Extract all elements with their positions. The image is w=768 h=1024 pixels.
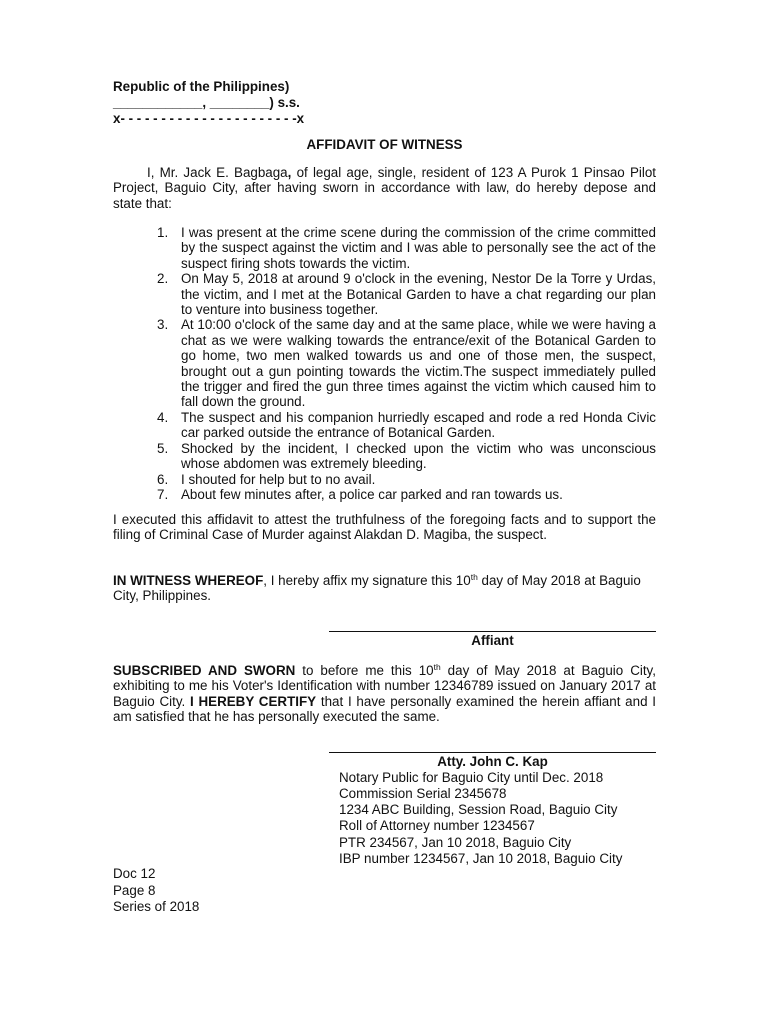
item-number: 5. xyxy=(157,440,169,456)
certify-lead: I HEREBY CERTIFY xyxy=(190,693,317,709)
item-text: The suspect and his companion hurriedly escaped and rode a red Honda Civic car parked outside the entrance of Botanical Garden. xyxy=(181,409,656,441)
notary-detail-line: PTR 234567, Jan 10 2018, Baguio City xyxy=(339,835,572,850)
notary-signature-line xyxy=(329,752,656,753)
docket-series: Series of 2018 xyxy=(113,899,200,914)
header-divider: x- - - - - - - - - - - - - - - - - - - - - -x xyxy=(113,111,305,126)
jurat-text: to before me this 10 xyxy=(295,663,434,678)
notary-detail-line: IBP number 1234567, Jan 10 2018, Baguio City xyxy=(339,851,623,866)
item-number: 1. xyxy=(157,225,169,240)
item-number: 6. xyxy=(157,471,169,487)
item-number: 2. xyxy=(157,271,169,287)
list-item xyxy=(157,317,656,409)
item-text: At 10:00 o'clock of the same day and at the same place, while we were having a chat as we were walking towards the entrance/exit of the Botanical Garden to go home, two men walked towards us and one of those men, the suspect, brought out a gun pointing towards the victim.The suspect immediately pulled the trigger and fired the gun three times against the victim which caused him to fall down the ground. xyxy=(181,317,656,410)
item-number: 7. xyxy=(157,486,169,502)
item-text: I shouted for help but to no avail. xyxy=(181,471,376,487)
execution-paragraph: I executed this affidavit to attest the truthfulness of the foregoing facts and to support the filing of Criminal Case of Murder against Alakdan D. Magiba, the suspect. xyxy=(113,512,656,543)
docket-page: Page 8 xyxy=(113,883,156,898)
affiant-name: I, Mr. Jack E. Bagbaga xyxy=(147,165,288,180)
list-item xyxy=(157,441,656,472)
item-text: About few minutes after, a police car parked and ran towards us. xyxy=(181,486,563,502)
ordinal-suffix: th xyxy=(470,572,478,582)
jurat-text-end: that I have personally examined the herein affiant and I am satisfied that he has personally executed the same. xyxy=(113,693,656,725)
ordinal-suffix: th xyxy=(433,662,441,672)
notary-detail-line: Notary Public for Baguio City until Dec. 2018 xyxy=(339,770,604,785)
docket-doc: Doc 12 xyxy=(113,866,156,881)
jurat-paragraph xyxy=(113,663,656,725)
item-number: 4. xyxy=(157,409,169,425)
intro-paragraph xyxy=(113,165,656,211)
list-item xyxy=(157,271,656,317)
jurat-lead: SUBSCRIBED AND SWORN xyxy=(113,663,296,678)
affiant-label: Affiant xyxy=(471,633,514,648)
notary-detail-line: 1234 ABC Building, Session Road, Baguio City xyxy=(339,802,618,817)
list-item xyxy=(157,225,656,271)
document-title: AFFIDAVIT OF WITNESS xyxy=(306,137,463,152)
witness-text-end: day of May 2018 at Baguio City, Philippines. xyxy=(113,573,641,604)
notary-detail-line: Commission Serial 2345678 xyxy=(339,786,507,801)
witness-lead: IN WITNESS WHEREOF xyxy=(113,573,264,588)
intro-comma: , xyxy=(287,165,292,180)
republic-line: Republic of the Philippines) xyxy=(113,79,290,94)
venue-line: ____________, ________) s.s. xyxy=(113,95,300,110)
affiant-signature-line xyxy=(329,631,656,632)
witness-text: , I hereby affix my signature this 10 xyxy=(263,573,471,588)
intro-text: of legal age, single, resident of 123 A Purok 1 Pinsao Pilot Project, Baguio City, after having sworn in accordance with law, do hereby depose and state that: xyxy=(113,165,656,211)
jurat-text-mid: day of May 2018 at Baguio City, exhibiting to me his Voter's Identification with number 12346789 issued on January 2017 at Baguio City. xyxy=(113,663,656,709)
list-item xyxy=(157,410,656,441)
witness-paragraph xyxy=(113,573,656,604)
notary-detail-line: Roll of Attorney number 1234567 xyxy=(339,818,535,833)
list-item xyxy=(157,472,656,487)
item-text: On May 5, 2018 at around 9 o'clock in the evening, Nestor De la Torre y Urdas, the victim, and I met at the Botanical Garden to have a chat regarding our plan to venture into business together. xyxy=(181,271,656,318)
notary-name: Atty. John C. Kap xyxy=(437,754,548,769)
item-text: I was present at the crime scene during the commission of the crime committed by the suspect against the victim and I was able to personally see the act of the suspect firing shots towards the victim. xyxy=(181,225,656,271)
item-number: 3. xyxy=(157,317,169,333)
item-text: Shocked by the incident, I checked upon the victim who was unconscious whose abdomen was extremely bleeding. xyxy=(181,440,656,472)
statement-list xyxy=(157,225,656,502)
list-item xyxy=(157,487,656,502)
